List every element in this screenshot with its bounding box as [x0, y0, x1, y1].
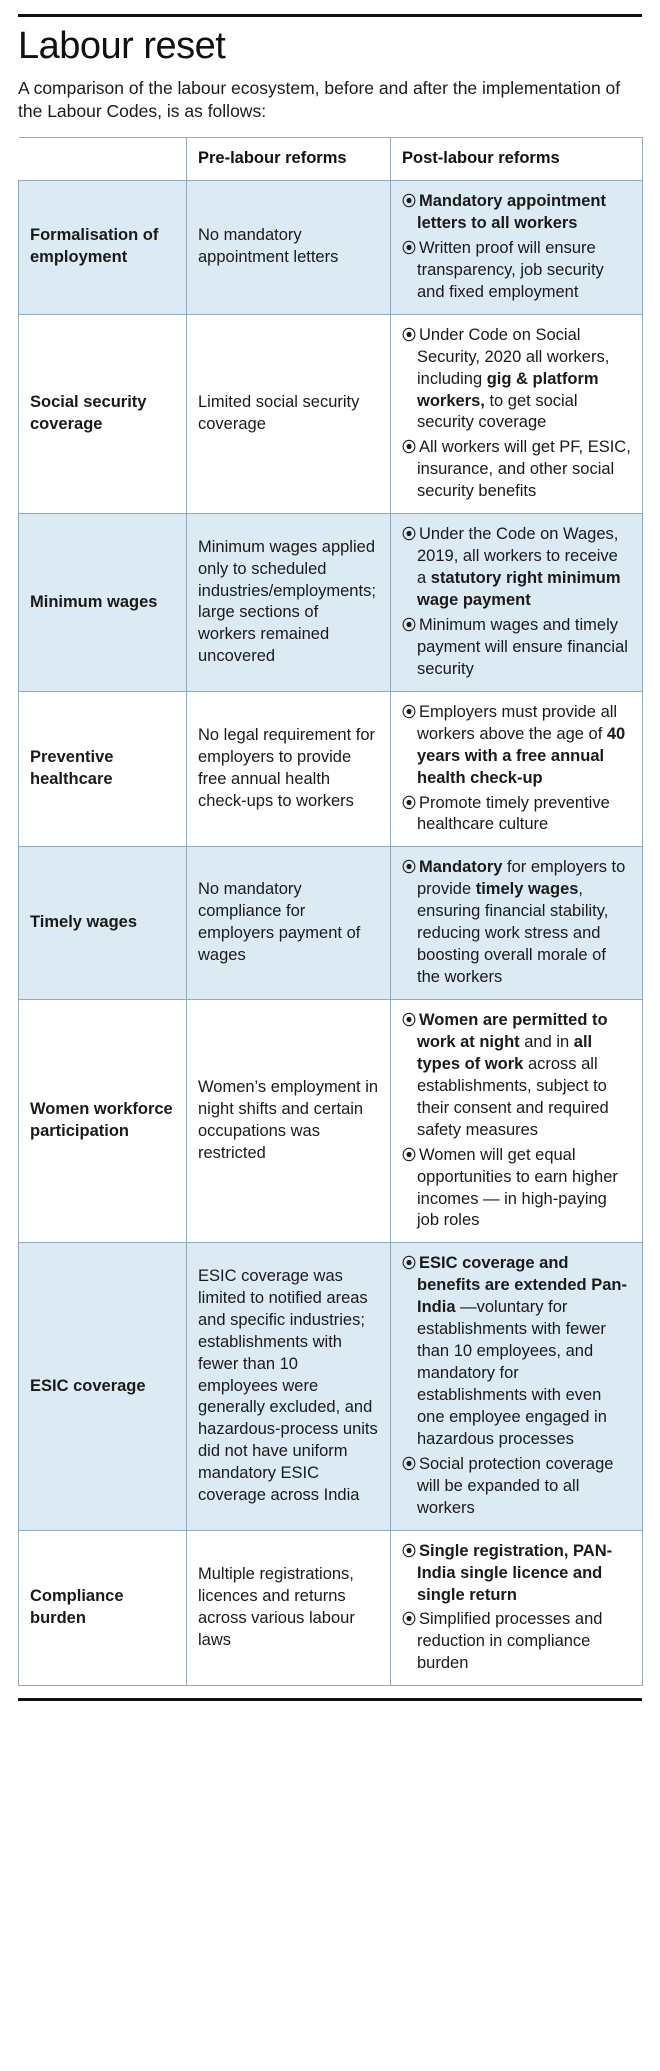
row-label: Minimum wages [19, 514, 187, 692]
cell-post-reform [391, 691, 643, 847]
cell-post-reform [391, 1530, 643, 1686]
cell-pre-reform: Multiple registrations, licences and returns across various labour laws [187, 1530, 391, 1686]
table-row [19, 1243, 643, 1530]
bullet-icon: ⦿ [402, 239, 416, 256]
bullet-icon: ⦿ [402, 1611, 416, 1628]
comparison-table [18, 137, 643, 1686]
bullet-text: Promote timely preventive healthcare culture [417, 793, 610, 834]
table-row [19, 181, 643, 315]
bullet-icon: ⦿ [402, 1255, 416, 1272]
bullet-icon: ⦿ [402, 1146, 416, 1163]
bullet-icon: ⦿ [402, 616, 416, 633]
bullet-text: Women are permitted to work at night and in all types of work across all establishments, subject to their consent and required safety measures [417, 1011, 609, 1139]
row-label: Compliance burden [19, 1530, 187, 1686]
bullet-item [402, 437, 631, 503]
cell-post-reform [391, 1000, 643, 1243]
column-header-pre: Pre-labour reforms [187, 138, 391, 181]
bullet-text: Minimum wages and timely payment will ensure financial security [417, 615, 628, 678]
bullet-item [402, 238, 631, 304]
bullet-icon: ⦿ [402, 526, 416, 543]
cell-post-reform [391, 1243, 643, 1530]
cell-pre-reform: ESIC coverage was limited to notified areas and specific industries; establishments with fewer than 10 employees were generally excluded, and hazardous-process units did not have uniform mandatory ESIC coverage across India [187, 1243, 391, 1530]
cell-post-reform [391, 847, 643, 1000]
bullet-icon: ⦿ [402, 859, 416, 876]
row-label: Timely wages [19, 847, 187, 1000]
bullet-item [402, 191, 631, 235]
bullet-item [402, 857, 631, 989]
bullet-item [402, 702, 631, 790]
bullet-text: Simplified processes and reduction in compliance burden [417, 1610, 603, 1673]
table-row [19, 691, 643, 847]
table-header [19, 138, 643, 181]
cell-pre-reform: No mandatory appointment letters [187, 181, 391, 315]
bullet-text: Mandatory appointment letters to all workers [417, 192, 607, 232]
bullet-text: Employers must provide all workers above the age of 40 years with a free annual health check-up [417, 702, 626, 787]
table-row [19, 514, 643, 692]
bullet-item [402, 1541, 631, 1607]
cell-pre-reform: Minimum wages applied only to scheduled industries/employments; large sections of workers remained uncovered [187, 514, 391, 692]
column-header-post: Post-labour reforms [391, 138, 643, 181]
bullet-item [402, 1253, 631, 1450]
column-header-blank [19, 138, 187, 181]
row-label: Women workforce participation [19, 1000, 187, 1243]
bullet-item [402, 1010, 631, 1142]
bullet-text: Under the Code on Wages, 2019, all workers to receive a statutory right minimum wage payment [417, 525, 621, 610]
bullet-item [402, 615, 631, 681]
bullet-item [402, 1454, 631, 1520]
bullet-icon: ⦿ [402, 703, 416, 720]
bullet-icon: ⦿ [402, 794, 416, 811]
bullet-text: ESIC coverage and benefits are extended Pan-India —voluntary for establishments with fewer than 10 employees, and mandatory for establishments with even one employee engaged in hazardous processes [417, 1254, 627, 1448]
cell-post-reform [391, 314, 643, 514]
bullet-text: Single registration, PAN-India single licence and single return [417, 1541, 613, 1604]
cell-post-reform [391, 514, 643, 692]
bullet-item [402, 1609, 631, 1675]
table-row [19, 847, 643, 1000]
bottom-divider [18, 1698, 642, 1701]
row-label: Social security coverage [19, 314, 187, 514]
cell-pre-reform: No legal requirement for employers to provide free annual health check-ups to workers [187, 691, 391, 847]
table-row [19, 1530, 643, 1686]
bullet-icon: ⦿ [402, 1012, 416, 1029]
table-row [19, 314, 643, 514]
table-header-row [19, 138, 643, 181]
bullet-item [402, 1145, 631, 1233]
row-label: ESIC coverage [19, 1243, 187, 1530]
bullet-icon: ⦿ [402, 1455, 416, 1472]
cell-pre-reform: Limited social security coverage [187, 314, 391, 514]
bullet-text: Women will get equal opportunities to earn higher incomes — in high-paying job roles [417, 1145, 618, 1230]
bullet-text: Social protection coverage will be expanded to all workers [417, 1454, 614, 1517]
bullet-icon: ⦿ [402, 1542, 416, 1559]
row-label: Preventive healthcare [19, 691, 187, 847]
page-title: Labour reset [18, 25, 226, 67]
bullet-text: Mandatory for employers to provide timely wages, ensuring financial stability, reducing work stress and boosting overall morale of the workers [417, 858, 626, 987]
bullet-item [402, 524, 631, 612]
bullet-icon: ⦿ [402, 439, 416, 456]
cell-pre-reform: No mandatory compliance for employers payment of wages [187, 847, 391, 1000]
bullet-text: All workers will get PF, ESIC, insurance, and other social security benefits [417, 438, 631, 501]
bullet-item [402, 793, 631, 837]
bullet-item [402, 325, 631, 435]
bullet-text: Under Code on Social Security, 2020 all workers, including gig & platform workers, to get social security coverage [417, 325, 610, 432]
bullet-icon: ⦿ [402, 326, 416, 343]
page-subtitle: A comparison of the labour ecosystem, before and after the implementation of the Labour Codes, is as follows: [18, 77, 621, 121]
cell-pre-reform: Women’s employment in night shifts and certain occupations was restricted [187, 1000, 391, 1243]
table-body [19, 181, 643, 1686]
top-divider [18, 14, 642, 17]
table-row [19, 1000, 643, 1243]
bullet-text: Written proof will ensure transparency, job security and fixed employment [417, 238, 604, 301]
row-label: Formalisation of employment [19, 181, 187, 315]
bullet-icon: ⦿ [402, 193, 416, 210]
cell-post-reform [391, 181, 643, 315]
